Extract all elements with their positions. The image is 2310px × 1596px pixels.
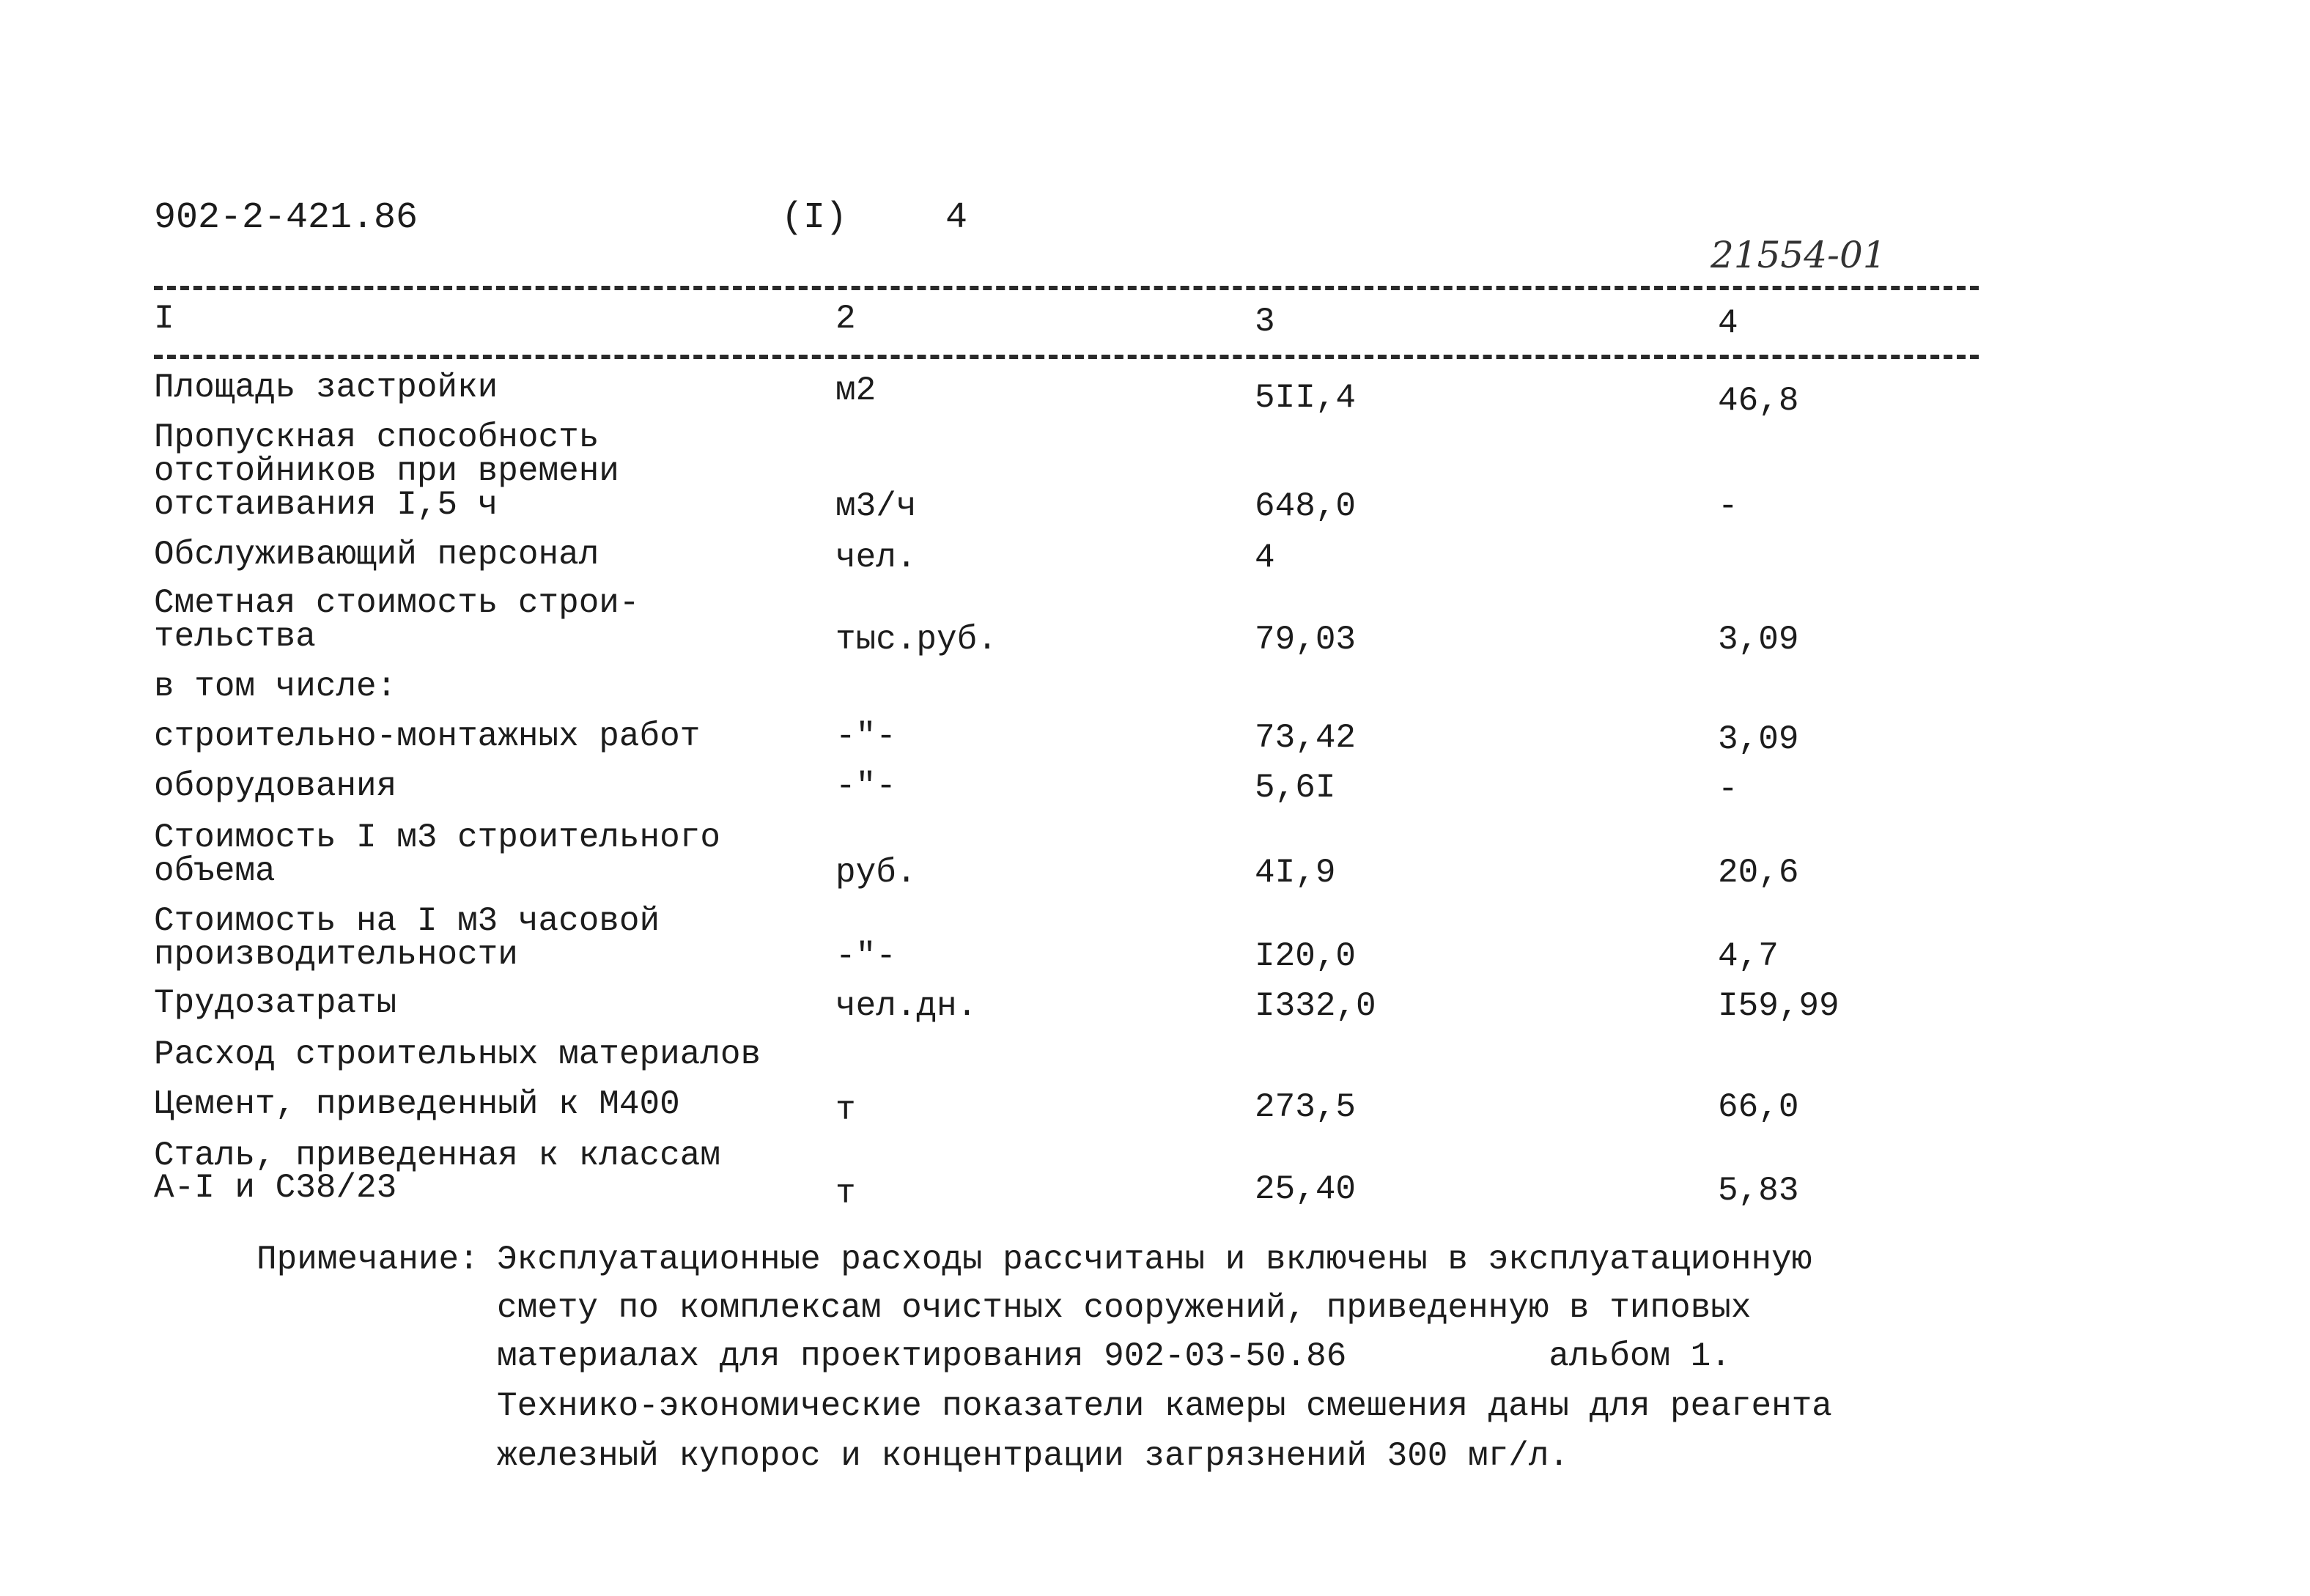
row-label-line2: объема bbox=[154, 852, 276, 890]
row-value-col3: 4I,9 bbox=[1255, 854, 1336, 892]
row-unit: -"- bbox=[835, 767, 896, 805]
column-header-4: 4 bbox=[1718, 304, 1738, 342]
row-label-line2: тельства bbox=[154, 618, 316, 656]
note-line: смету по комплексам очистных сооружений, приведенную в типовых bbox=[497, 1289, 1752, 1327]
sheet-id-handwritten: 21554-01 bbox=[1711, 234, 1886, 276]
row-label: Пропускная способность bbox=[154, 418, 599, 457]
row-value-col3: I332,0 bbox=[1255, 987, 1376, 1025]
row-unit: м3/ч bbox=[835, 487, 917, 525]
row-unit: чел. bbox=[835, 539, 917, 577]
row-label: Площадь застройки bbox=[154, 369, 498, 407]
row-unit: т bbox=[835, 1091, 856, 1129]
dashed-rule-header bbox=[154, 355, 1979, 359]
row-label: Расход строительных материалов bbox=[154, 1035, 761, 1074]
row-value-col4: 66,0 bbox=[1718, 1088, 1799, 1126]
row-value-col3: 79,03 bbox=[1255, 621, 1357, 659]
row-unit: -"- bbox=[835, 717, 896, 755]
column-header-3: 3 bbox=[1255, 303, 1275, 341]
note-label: Примечание: bbox=[257, 1241, 479, 1279]
row-label-line2: отстойников при времени bbox=[154, 452, 619, 490]
row-value-col3: 25,40 bbox=[1255, 1170, 1357, 1208]
page-number: 4 bbox=[945, 197, 968, 239]
column-header-2: 2 bbox=[835, 300, 856, 338]
row-value-col4: 3,09 bbox=[1718, 720, 1799, 758]
row-label: Стоимость на I м3 часовой bbox=[154, 902, 660, 940]
row-value-col4: - bbox=[1718, 770, 1738, 808]
row-value-col3: 4 bbox=[1255, 539, 1275, 577]
note-line: железный купорос и концентрации загрязнений 300 мг/л. bbox=[497, 1437, 1570, 1475]
row-value-col4: I59,99 bbox=[1718, 987, 1839, 1025]
row-label-line3: отстаивания I,5 ч bbox=[154, 486, 498, 524]
row-value-col4: - bbox=[1718, 487, 1738, 525]
row-value-col3: 5II,4 bbox=[1255, 379, 1357, 417]
row-label: строительно-монтажных работ bbox=[154, 717, 701, 755]
row-value-col3: 273,5 bbox=[1255, 1088, 1357, 1126]
row-value-col4: 20,6 bbox=[1718, 854, 1799, 892]
row-label-line2: А-I и С38/23 bbox=[154, 1169, 397, 1207]
column-header-1: I bbox=[154, 300, 174, 338]
row-label: Трудозатраты bbox=[154, 984, 397, 1022]
row-label: Обслуживающий персонал bbox=[154, 536, 599, 574]
row-unit: чел.дн. bbox=[835, 987, 978, 1025]
row-label: Цемент, приведенный к М400 bbox=[154, 1085, 680, 1123]
dashed-rule-top bbox=[154, 286, 1979, 290]
row-label-line2: производительности bbox=[154, 936, 518, 974]
row-value-col4: 46,8 bbox=[1718, 382, 1799, 420]
note-line: Эксплуатационные расходы рассчитаны и включены в эксплуатационную bbox=[497, 1241, 1812, 1279]
row-unit: тыс.руб. bbox=[835, 621, 997, 659]
row-unit: -"- bbox=[835, 937, 896, 975]
row-value-col3: 73,42 bbox=[1255, 719, 1357, 757]
row-value-col3: I20,0 bbox=[1255, 937, 1357, 975]
row-unit: м2 bbox=[835, 372, 877, 410]
note-line: Технико-экономические показатели камеры смешения даны для реагента bbox=[497, 1387, 1832, 1425]
note-line: материалах для проектирования 902-03-50.86 альбом 1. bbox=[497, 1337, 1731, 1375]
row-value-col4: 3,09 bbox=[1718, 621, 1799, 659]
row-value-col3: 648,0 bbox=[1255, 487, 1357, 525]
row-value-col3: 5,6I bbox=[1255, 769, 1336, 807]
row-label: Сметная стоимость строи- bbox=[154, 584, 640, 622]
row-value-col4: 4,7 bbox=[1718, 937, 1779, 975]
row-label: Сталь, приведенная к классам bbox=[154, 1137, 720, 1175]
row-value-col4: 5,83 bbox=[1718, 1172, 1799, 1210]
document-code: 902-2-421.86 bbox=[154, 197, 418, 239]
row-unit: т bbox=[835, 1175, 856, 1213]
row-unit: руб. bbox=[835, 854, 917, 892]
row-label: Стоимость I м3 строительного bbox=[154, 819, 720, 857]
row-label: оборудования bbox=[154, 767, 397, 805]
row-label: в том числе: bbox=[154, 668, 397, 706]
section-number: (I) bbox=[781, 197, 848, 239]
